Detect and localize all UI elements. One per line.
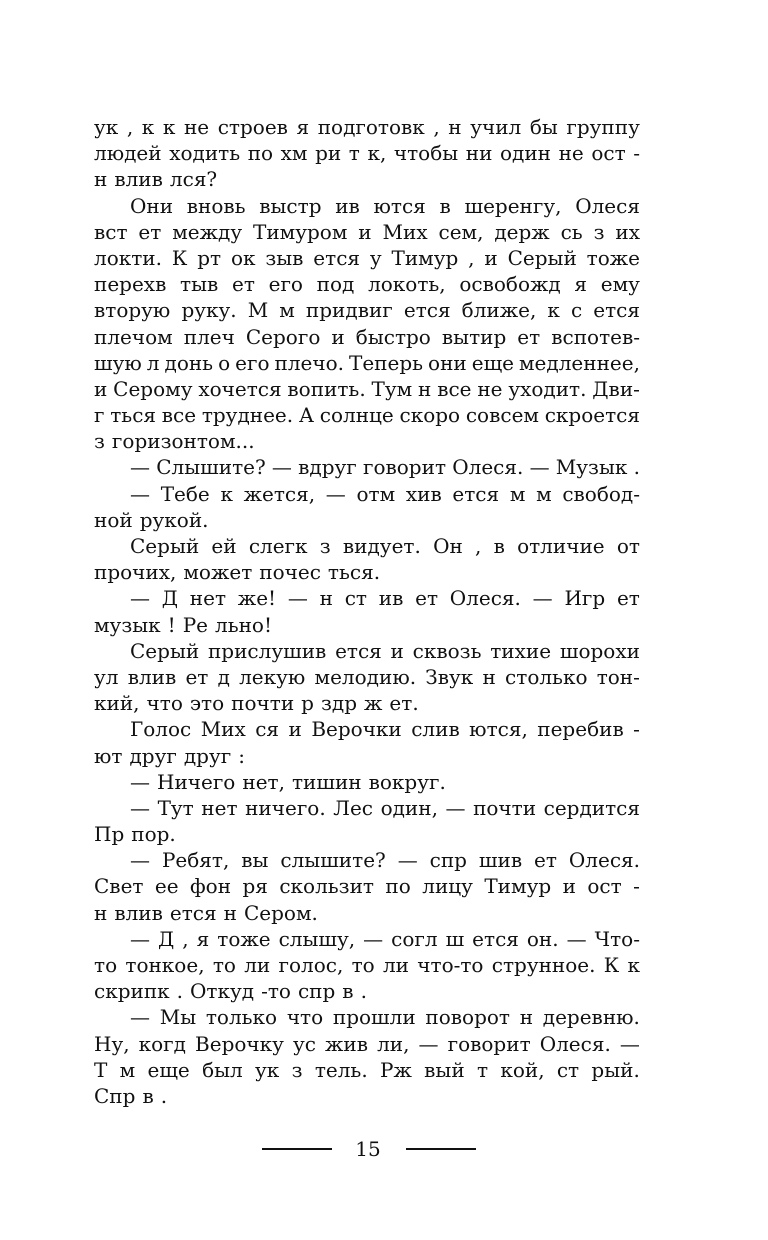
text-line: вст ет между Тимуром и Мих сем, держ сь з их bbox=[94, 219, 640, 244]
text-line: вторую руку. М м придвиг ется ближе, к с ется bbox=[94, 298, 640, 323]
text-line: Серый ей слегк з видует. Он , в отличие от bbox=[130, 534, 640, 558]
text-line: Голос Мих ся и Верочки слив ются, перебив - bbox=[130, 717, 640, 742]
text-line: з горизонтом... bbox=[94, 429, 255, 454]
text-line: н влив ется н Сером. bbox=[94, 900, 318, 925]
text-line: — Слышите? — вдруг говорит Олеся. — Музык . bbox=[130, 455, 640, 480]
text-line: ук , к к не строев я подготовк , н учил бы группу bbox=[94, 115, 640, 139]
text-line: Спр в . bbox=[94, 1083, 168, 1108]
text-line: г ться все труднее. А солнце скоро совсем скроется bbox=[94, 403, 640, 428]
text-line: ют друг друг : bbox=[94, 743, 245, 768]
text-line: шую л донь о его плечо. Теперь они еще медленнее, bbox=[94, 350, 640, 375]
text-line: Они вновь выстр ив ются в шеренгу, Олеся bbox=[130, 193, 640, 218]
text-line: — Ничего нет, тишин вокруг. bbox=[130, 769, 446, 794]
text-line: Свет ее фон ря скользит по лицу Тимур и ост - bbox=[94, 874, 640, 899]
text-line: музык ! Ре льно! bbox=[94, 612, 273, 637]
text-line: перехв тыв ет его под локоть, освобожд я ему bbox=[94, 272, 640, 297]
text-line: кий, что это почти р здр ж ет. bbox=[94, 691, 419, 716]
text-line: н влив лся? bbox=[94, 167, 218, 192]
page-number: 15 bbox=[355, 1137, 381, 1161]
text-line: Ну, когд Верочку ус жив ли, — говорит Олеся. — bbox=[94, 1031, 640, 1056]
text-line: Т м еще был ук з тель. Рж вый т кой, ст рый. bbox=[94, 1057, 640, 1082]
text-line: плечом плеч Серого и быстро вытир ет вспотев- bbox=[94, 324, 640, 349]
text-line: Пр пор. bbox=[94, 822, 176, 847]
text-line: и Серому хочется вопить. Тум н все не уходит. Дви- bbox=[94, 376, 640, 401]
footer-rule-left bbox=[262, 1148, 332, 1150]
text-line: ул влив ет д лекую мелодию. Звук н столько тон- bbox=[94, 664, 640, 689]
text-line: — Мы только что прошли поворот н деревню. bbox=[130, 1005, 640, 1030]
text-line: то тонкое, то ли голос, то ли что-то струнное. К к bbox=[94, 953, 640, 977]
text-line: людей ходить по хм ри т к, чтобы ни один не ост - bbox=[94, 141, 640, 166]
text-line: — Д , я тоже слышу, — согл ш ется он. — Что- bbox=[130, 926, 640, 951]
text-line: — Д нет же! — н ст ив ет Олеся. — Игр ет bbox=[130, 586, 640, 611]
text-line: прочих, может почес ться. bbox=[94, 560, 381, 585]
footer-rule-right bbox=[406, 1148, 476, 1150]
text-line: — Тебе к жется, — отм хив ется м м свобод- bbox=[130, 481, 640, 506]
text-line: скрипк . Откуд -то спр в . bbox=[94, 979, 367, 1004]
page-footer bbox=[0, 1134, 768, 1164]
text-line: ной рукой. bbox=[94, 507, 209, 532]
body-text bbox=[94, 114, 640, 1109]
text-line: — Тут нет ничего. Лес один, — почти сердится bbox=[130, 795, 640, 820]
text-line: локти. К рт ок зыв ется у Тимур , и Серый тоже bbox=[94, 245, 640, 270]
text-line: Серый прислушив ется и сквозь тихие шорохи bbox=[130, 638, 640, 663]
text-line: — Ребят, вы слышите? — спр шив ет Олеся. bbox=[130, 848, 640, 873]
